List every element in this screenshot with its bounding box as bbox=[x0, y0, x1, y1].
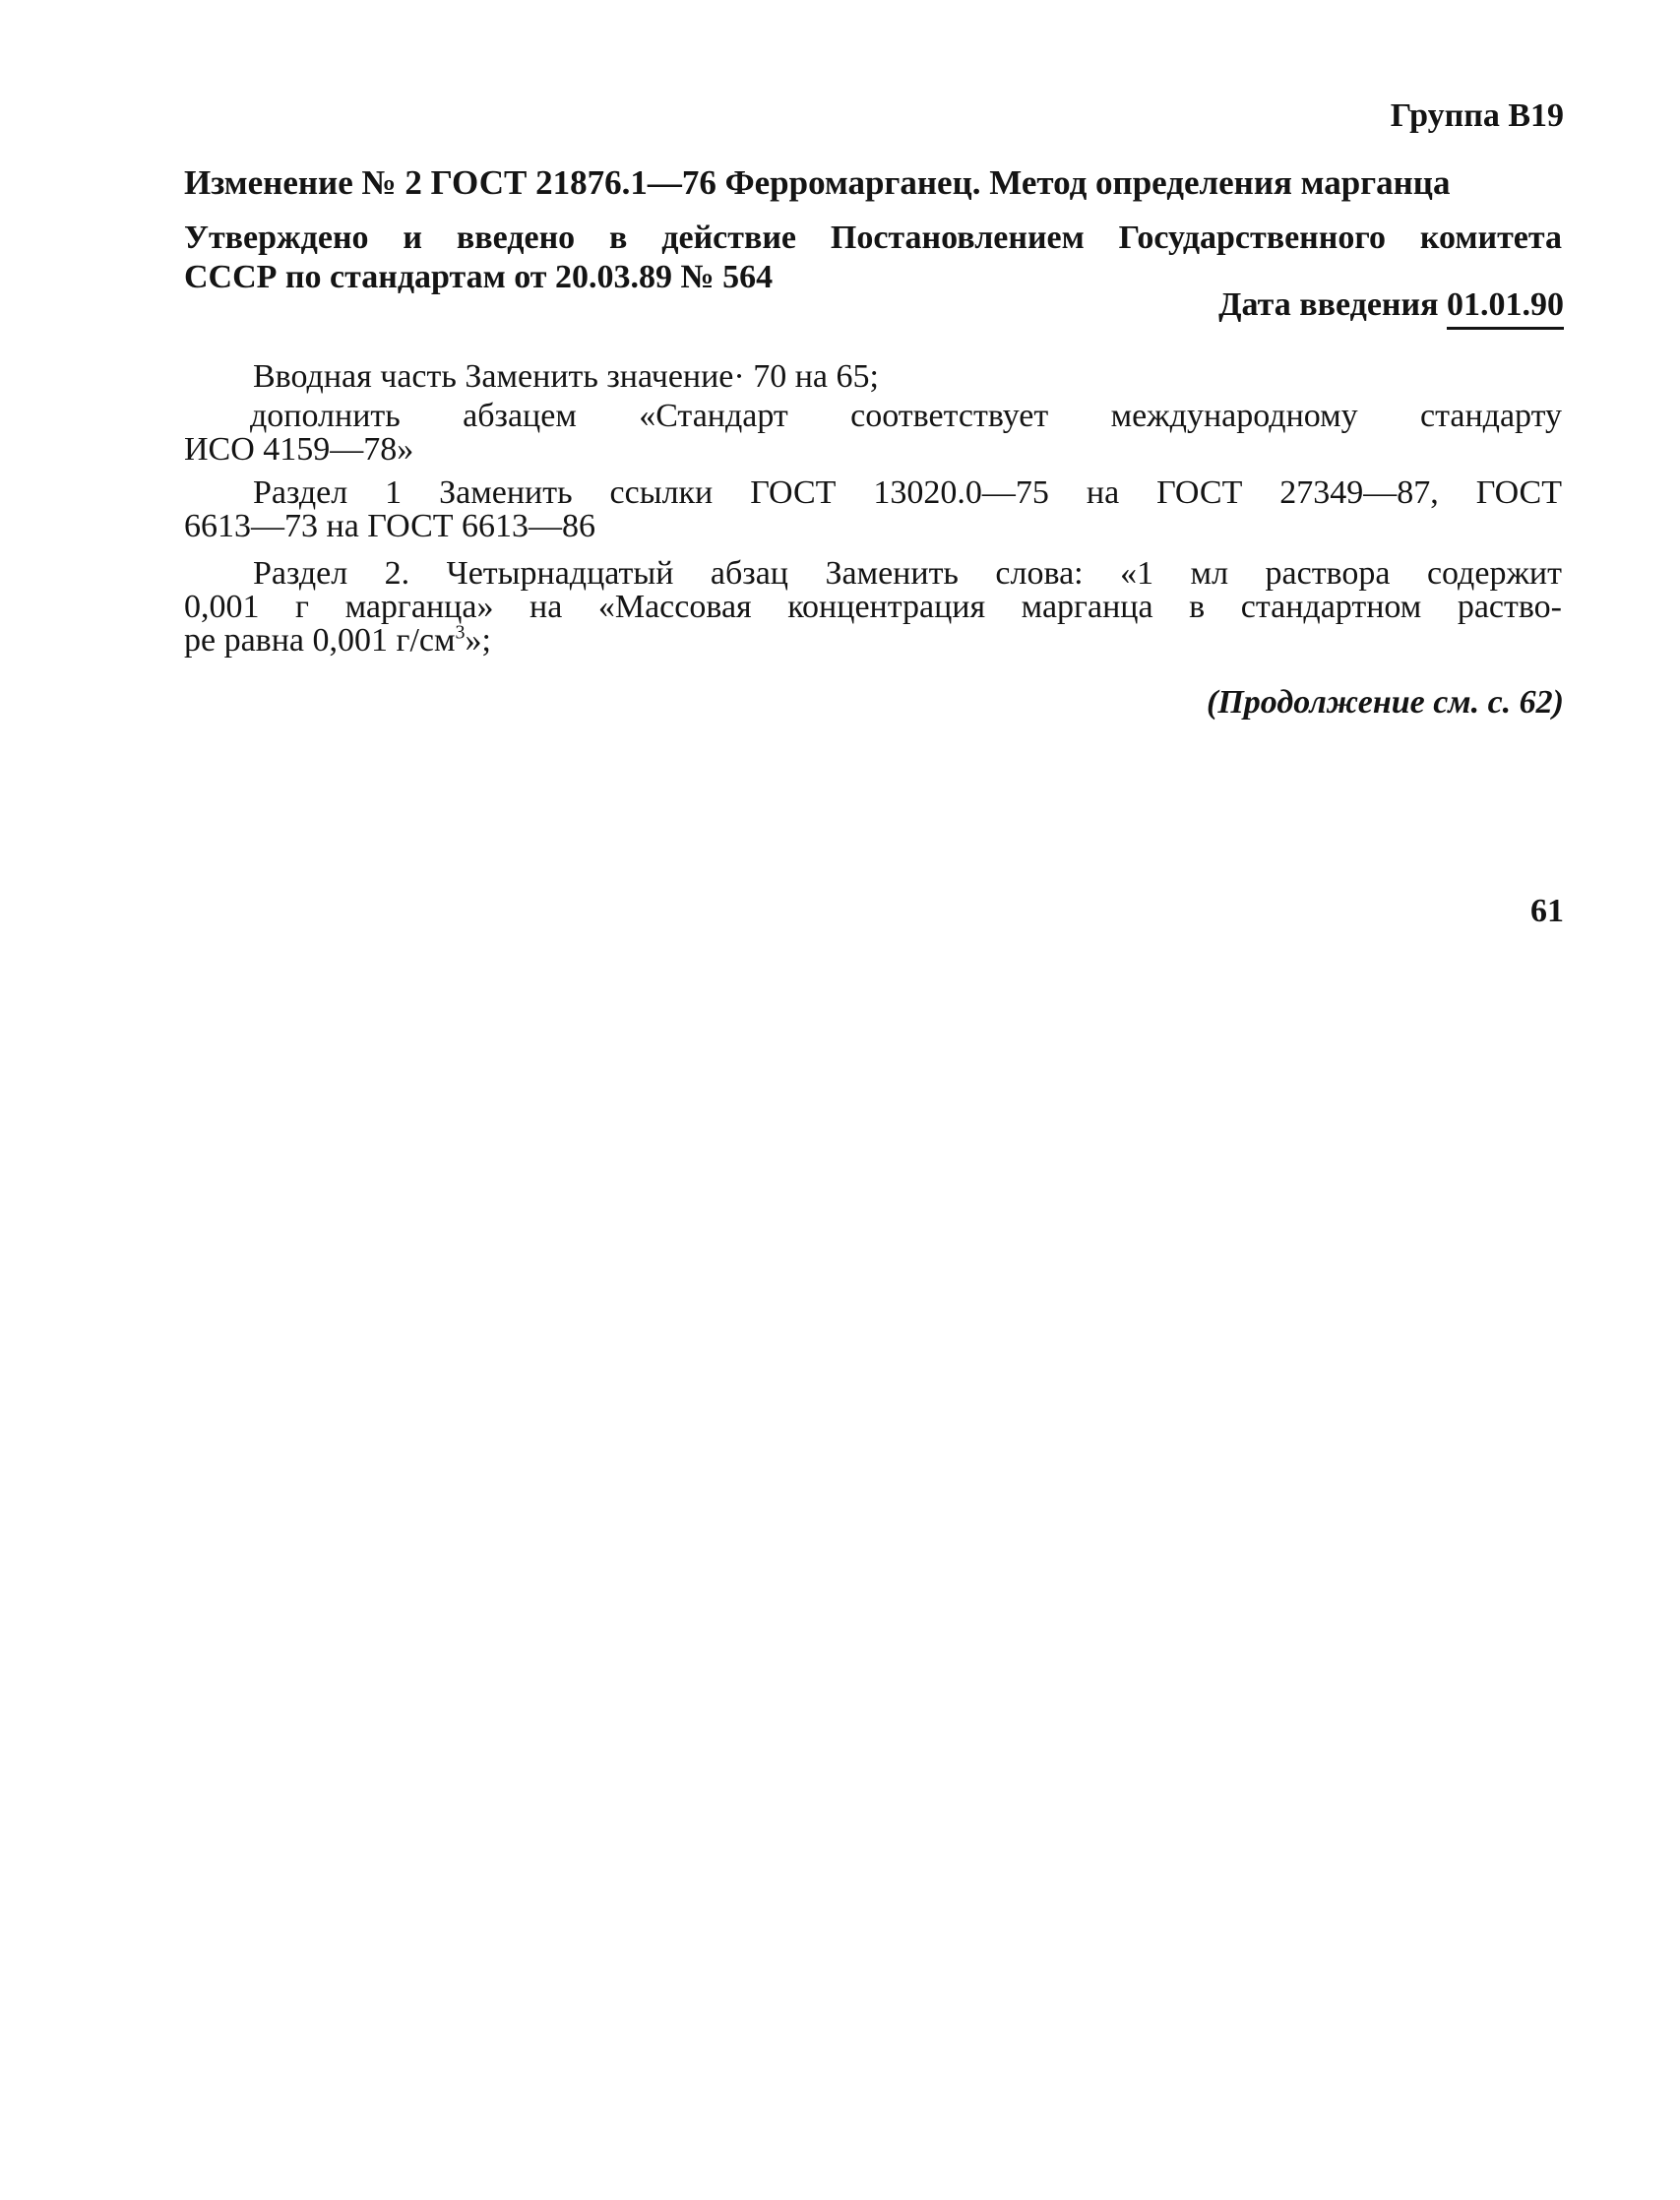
paragraph-section-2-line-1: Раздел 2. Четырнадцатый абзац Заменить слова: «1 мл раствора содержит bbox=[253, 555, 1562, 592]
paragraph-iso-line-2: ИСО 4159—78» bbox=[184, 431, 414, 468]
approval-line-2: СССР по стандартам от 20.03.89 № 564 bbox=[184, 259, 774, 295]
paragraph-section-2 bbox=[184, 557, 1562, 658]
superscript-3: 3 bbox=[455, 621, 466, 644]
group-code: Группа В19 bbox=[1390, 97, 1564, 134]
paragraph-section-1-line-2: 6613—73 на ГОСТ 6613—86 bbox=[184, 508, 596, 544]
paragraph-section-2-line-3 bbox=[184, 621, 1562, 659]
amendment-title: Изменение № 2 ГОСТ 21876.1—76 Ферромарганец. Метод определения марганца bbox=[184, 163, 1451, 202]
paragraph-iso-line-1: дополнить абзацем «Стандарт соответствует международному стандарту bbox=[250, 398, 1562, 434]
paragraph-iso bbox=[184, 400, 1562, 467]
effective-date-value: 01.01.90 bbox=[1447, 287, 1564, 330]
paragraph-section-2-line-2: 0,001 г марганца» на «Массовая концентрация марганца в стандартном раство- bbox=[184, 589, 1562, 625]
paragraph-intro bbox=[184, 360, 1562, 394]
paragraph-intro-line: Вводная часть Заменить значение· 70 на 65; bbox=[253, 358, 879, 395]
paragraph-section-1-line-1: Раздел 1 Заменить ссылки ГОСТ 13020.0—75 на ГОСТ 27349—87, ГОСТ bbox=[253, 474, 1562, 511]
continuation-note: (Продолжение см. с. 62) bbox=[1207, 684, 1564, 721]
effective-date-label: Дата введения bbox=[1218, 286, 1439, 323]
page-number: 61 bbox=[1530, 893, 1564, 929]
paragraph-section-1 bbox=[184, 476, 1562, 543]
approval-line-1-text: Утверждено и введено в действие Постановлением Государственного комитета bbox=[184, 220, 1562, 256]
effective-date bbox=[1218, 285, 1564, 330]
paragraph-section-2-line-3-end: »; bbox=[465, 622, 491, 659]
paragraph-section-2-line-3-text: ре равна 0,001 г/см bbox=[184, 622, 456, 659]
approval-line-1 bbox=[184, 219, 1562, 258]
